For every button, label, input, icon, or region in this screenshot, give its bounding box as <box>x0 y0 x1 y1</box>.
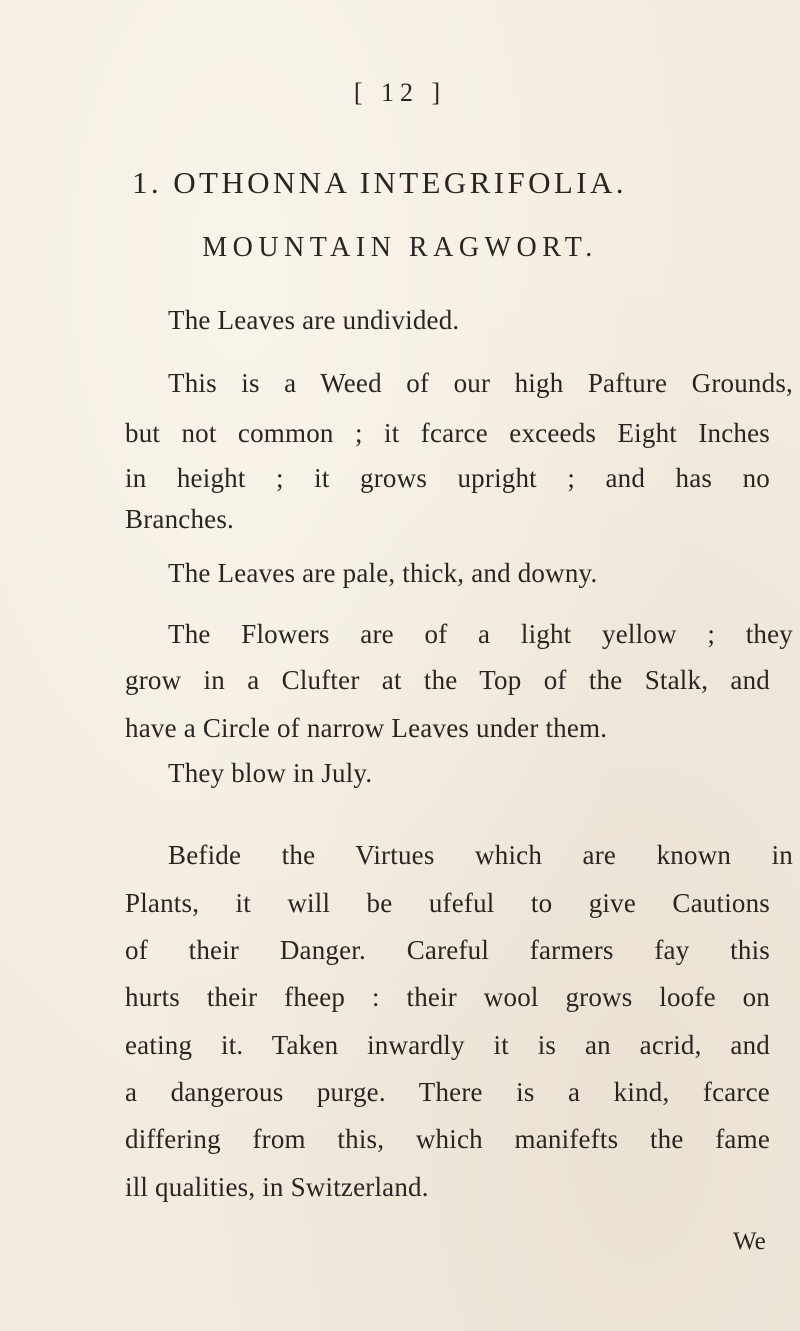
text-line: but not common ; it fcarce exceeds Eight Inches <box>125 418 770 448</box>
text-line: The Leaves are pale, thick, and downy. <box>168 558 598 588</box>
common-name-heading: MOUNTAIN RAGWORT. <box>202 232 598 263</box>
text-line: of their Danger. Careful farmers fay this <box>125 935 770 965</box>
text-line: differing from this, which manifefts the fame <box>125 1124 770 1154</box>
text-line: This is a Weed of our high Pafture Grounds, <box>168 368 793 398</box>
text-line: a dangerous purge. There is a kind, fcarce <box>125 1077 770 1107</box>
text-line: The Flowers are of a light yellow ; they <box>168 619 793 649</box>
text-line: have a Circle of narrow Leaves under them. <box>125 713 608 743</box>
text-line: eating it. Taken inwardly it is an acrid, and <box>125 1030 770 1060</box>
text-line: Branches. <box>125 504 235 534</box>
species-heading: 1. OTHONNA INTEGRIFOLIA. <box>132 165 627 200</box>
text-line: The Leaves are undivided. <box>168 305 460 335</box>
text-line: Plants, it will be ufeful to give Cautions <box>125 888 770 918</box>
page-number: [ 12 ] <box>353 78 447 107</box>
text-line: grow in a Clufter at the Top of the Stalk, and <box>125 665 770 695</box>
text-line: in height ; it grows upright ; and has no <box>125 463 770 493</box>
catchword: We <box>733 1228 766 1255</box>
text-line: hurts their fheep : their wool grows loofe on <box>125 982 770 1012</box>
text-line: They blow in July. <box>168 758 373 788</box>
text-line: ill qualities, in Switzerland. <box>125 1172 429 1202</box>
text-line: Befide the Virtues which are known in <box>168 840 793 870</box>
